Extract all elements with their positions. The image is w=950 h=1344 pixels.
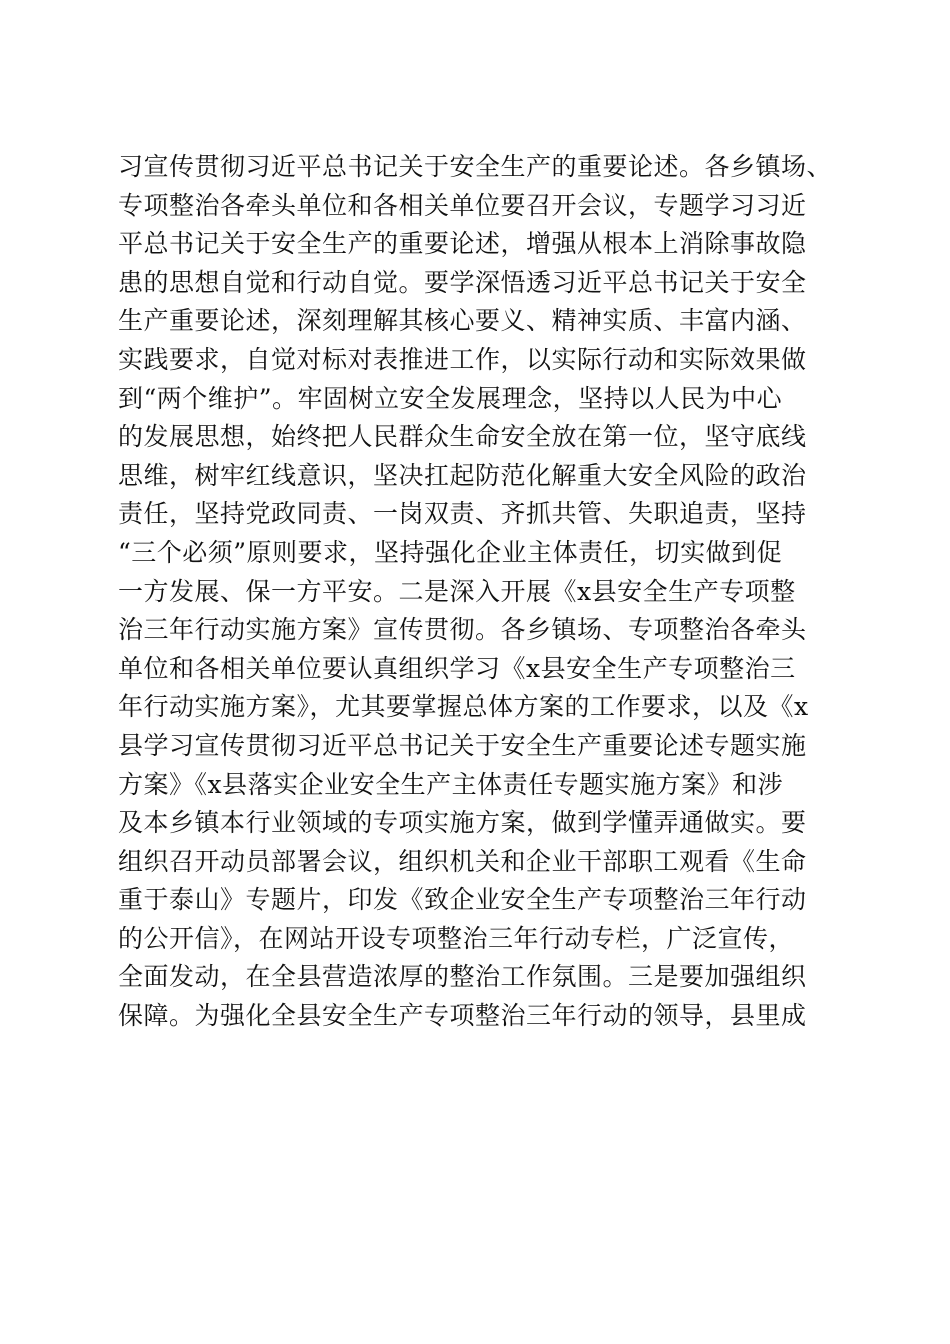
text-line: 生产重要论述，深刻理解其核心要义、精神实质、丰富内涵、	[118, 306, 807, 336]
text-line: 保障。为强化全县安全生产专项整治三年行动的领导，县里成	[118, 1001, 807, 1031]
text-line: 全面发动，在全县营造浓厚的整治工作氛围。三是要加强组织	[118, 962, 807, 992]
text-line: 的公开信》，在网站开设专项整治三年行动专栏，广泛宣传，	[118, 923, 795, 953]
text-line: 的发展思想，始终把人民群众生命安全放在第一位，坚守底线	[118, 422, 807, 452]
text-line: 到“两个维护”。牢固树立安全发展理念，坚持以人民为中心	[118, 383, 783, 413]
text-line: 重于泰山》专题片，印发《致企业安全生产专项整治三年行动	[118, 885, 807, 915]
text-line: 一方发展、保一方平安。二是深入开展《x县安全生产专项整	[118, 576, 796, 606]
text-line: 平总书记关于安全生产的重要论述，增强从根本上消除事故隐	[118, 229, 807, 259]
text-line: 治三年行动实施方案》宣传贯彻。各乡镇场、专项整治各牵头	[118, 615, 807, 645]
text-line: 组织召开动员部署会议，组织机关和企业干部职工观看《生命	[118, 846, 807, 876]
text-line: 单位和各相关单位要认真组织学习《x县安全生产专项整治三	[118, 653, 796, 683]
text-line: 县学习宣传贯彻习近平总书记关于安全生产重要论述专题实施	[118, 730, 807, 760]
text-line: “三个必须”原则要求，坚持强化企业主体责任，切实做到促	[118, 537, 783, 567]
text-line: 习宣传贯彻习近平总书记关于安全生产的重要论述。各乡镇场、	[118, 152, 833, 181]
text-line: 专项整治各牵头单位和各相关单位要召开会议，专题学习习近	[118, 190, 807, 220]
text-line: 方案》《x县落实企业安全生产主体责任专题实施方案》和涉	[118, 769, 784, 799]
text-line: 及本乡镇本行业领域的专项实施方案，做到学懂弄通做实。要	[118, 808, 807, 838]
text-line: 思维，树牢红线意识，坚决扛起防范化解重大安全风险的政治	[118, 460, 807, 490]
text-line: 实践要求，自觉对标对表推进工作，以实际行动和实际效果做	[118, 344, 807, 374]
body-paragraph	[118, 148, 878, 1036]
text-line: 年行动实施方案》，尤其要掌握总体方案的工作要求，以及《x	[118, 692, 809, 722]
text-line: 患的思想自觉和行动自觉。要学深悟透习近平总书记关于安全	[118, 267, 807, 297]
text-line: 责任，坚持党政同责、一岗双责、齐抓共管、失职追责，坚持	[118, 499, 807, 529]
